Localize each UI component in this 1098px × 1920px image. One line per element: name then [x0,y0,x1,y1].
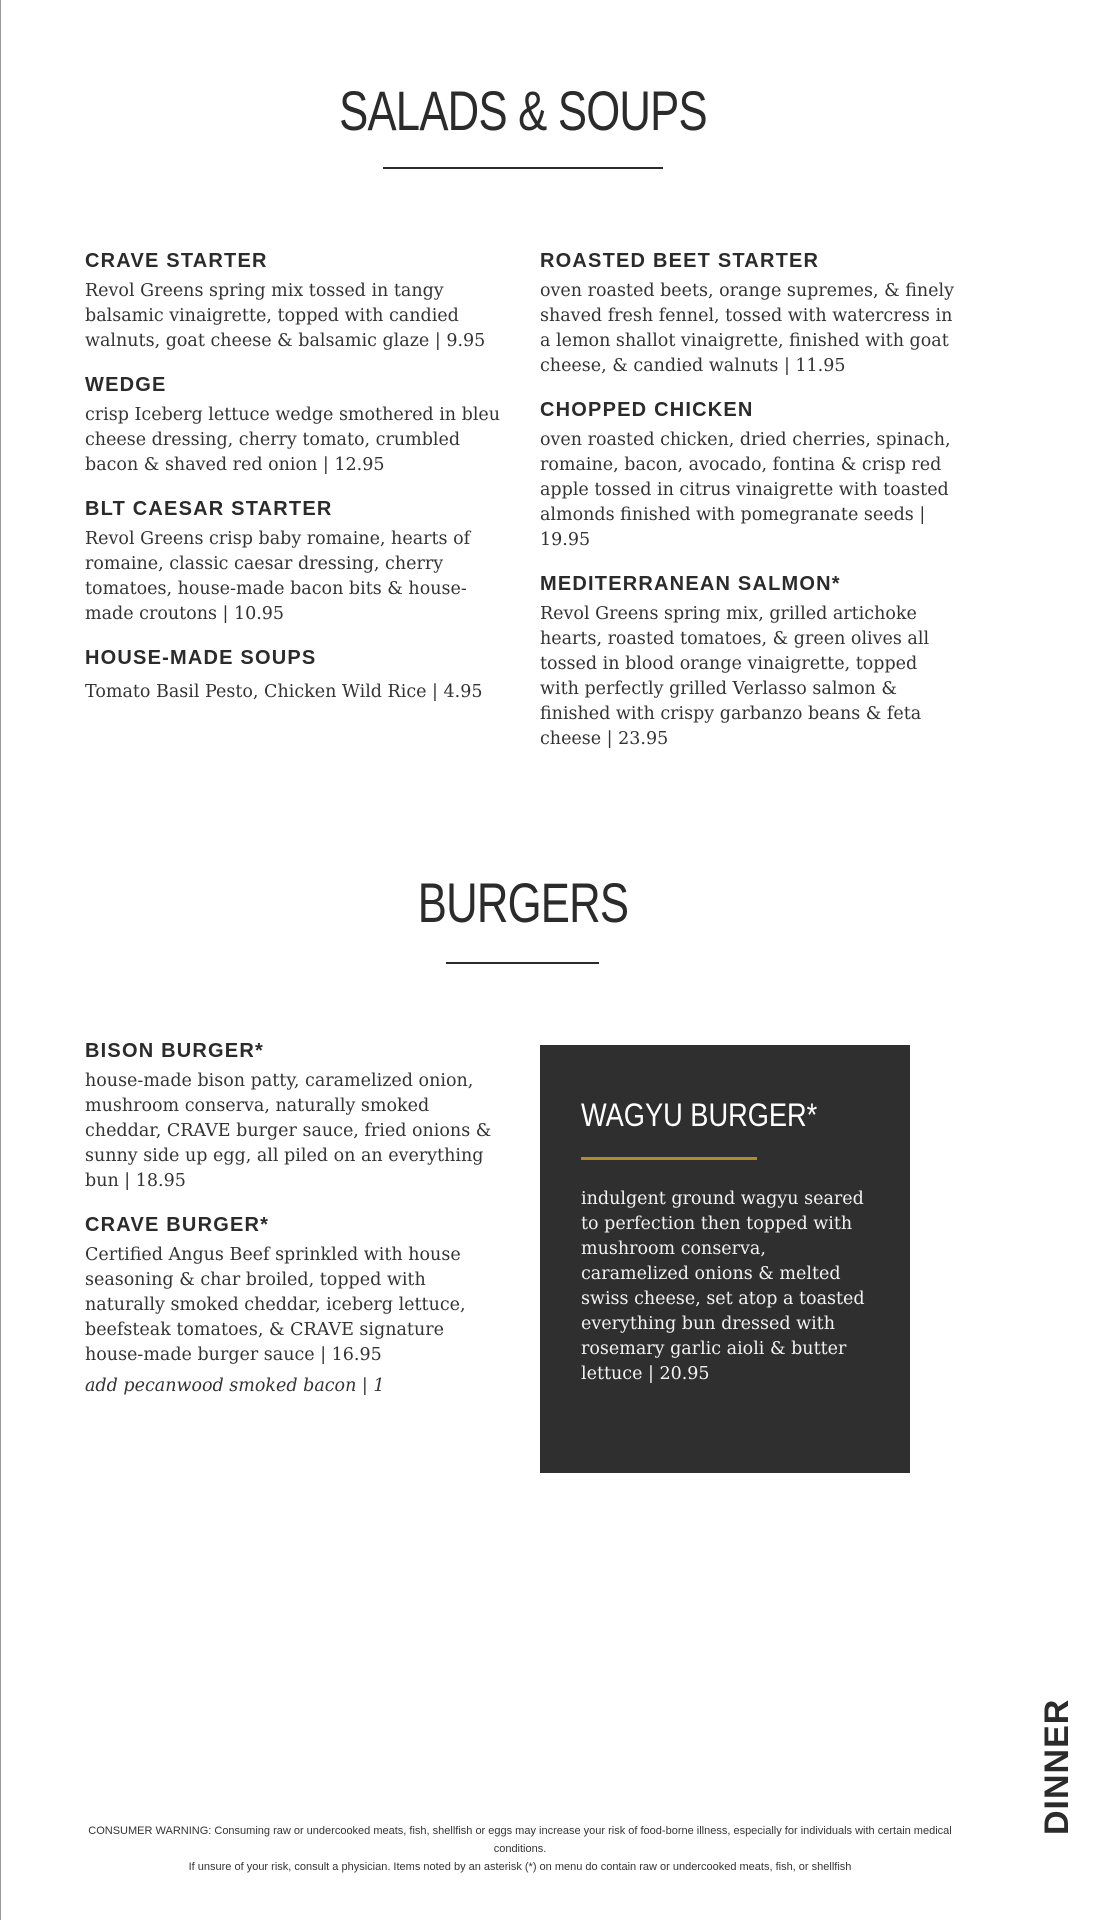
section-title-salads: SALADS & SOUPS [339,79,707,142]
menu-item [85,1214,505,1399]
section-title-burgers: BURGERS [417,871,629,934]
item-name: BLT CAESAR STARTER [85,498,333,520]
item-addon: add pecanwood smoked bacon | 1 [85,1376,385,1396]
item-description: crisp Iceberg lettuce wedge smothered in bleu cheese dressing, cherry tomato, crumbled bacon & shaved red onion | 12.95 [85,405,501,475]
featured-item-description: indulgent ground wagyu seared to perfection then topped with mushroom conserva, caramelized onions & melted swiss cheese, set atop a toasted everything bun dressed with rosemary garlic aioli & butter lettuce | 20.95 [581,1189,865,1384]
item-description: house-made bison patty, caramelized onion, mushroom conserva, naturally smoked cheddar, CRAVE burger sauce, fried onions & sunny side up egg, all piled on an everything bun | 18.95 [85,1071,492,1191]
menu-item [540,399,960,553]
warning-line: If unsure of your risk, consult a physician. Items noted by an asterisk (*) on menu do contain raw or undercooked meats, fish, or shellfish [188,1861,852,1873]
menu-item [540,573,960,752]
item-description: oven roasted chicken, dried cherries, spinach, romaine, bacon, avocado, fontina & crisp red apple tossed in citrus vinaigrette with toasted almonds finished with pomegranate seeds | 19.95 [540,430,951,550]
featured-item-name: WAGYU BURGER* [581,1097,818,1133]
menu-item [85,374,505,478]
featured-item-box [540,1045,910,1473]
salads-left-column [85,250,505,725]
item-name: CHOPPED CHICKEN [540,399,754,421]
menu-item [85,498,505,627]
consumer-warning [70,1822,970,1876]
item-description: Revol Greens spring mix, grilled artichoke hearts, roasted tomatoes, & green olives all tossed in blood orange vinaigrette, topped with perfectly grilled Verlasso salmon & finished with crispy garbanzo beans & feta cheese | 23.95 [540,604,930,749]
item-name: BISON BURGER* [85,1040,264,1062]
salads-title-rule [383,167,663,169]
salads-right-column [540,250,960,772]
burgers-title-rule [446,962,599,964]
item-name: CRAVE STARTER [85,250,268,272]
item-description: Certified Angus Beef sprinkled with house seasoning & char broiled, topped with naturally smoked cheddar, iceberg lettuce, beefsteak tomatoes, & CRAVE signature house-made burger sauce | 16.95 [85,1245,466,1365]
menu-side-label: DINNER [1038,1698,1076,1835]
item-description: Revol Greens spring mix tossed in tangy balsamic vinaigrette, topped with candied walnuts, goat cheese & balsamic glaze | 9.95 [85,281,486,351]
item-description: Tomato Basil Pesto, Chicken Wild Rice | 4.95 [85,682,483,702]
item-description: Revol Greens crisp baby romaine, hearts of romaine, classic caesar dressing, cherry tomatoes, house-made bacon bits & house-made croutons | 10.95 [85,529,471,624]
item-name: ROASTED BEET STARTER [540,250,820,272]
featured-item-rule [581,1157,757,1160]
page-edge-rule [0,0,1,1920]
burgers-left-column [85,1040,505,1419]
item-name: MEDITERRANEAN SALMON* [540,573,841,595]
item-name: HOUSE-MADE SOUPS [85,647,317,669]
menu-item [85,250,505,354]
menu-item [85,647,505,705]
menu-item [540,250,960,379]
warning-line: CONSUMER WARNING: Consuming raw or undercooked meats, fish, shellfish or eggs may increase your risk of food-borne illness, especially for individuals with certain medical conditions. [88,1825,952,1855]
menu-item [85,1040,505,1194]
item-name: WEDGE [85,374,167,396]
item-name: CRAVE BURGER* [85,1214,270,1236]
item-description: oven roasted beets, orange supremes, & finely shaved fresh fennel, tossed with watercress in a lemon shallot vinaigrette, finished with goat cheese, & candied walnuts | 11.95 [540,281,955,376]
